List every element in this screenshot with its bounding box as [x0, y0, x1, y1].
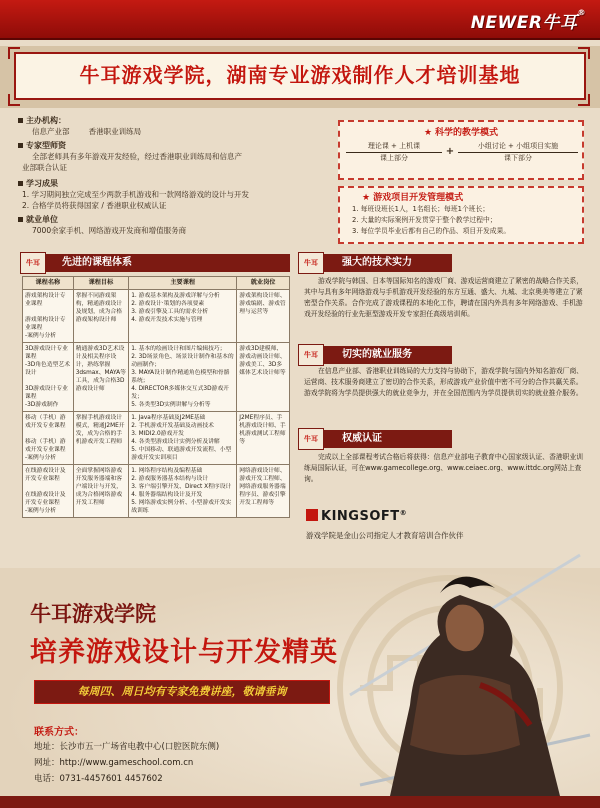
course-goal-cell: 精通游戏3D艺术设计及相关程序设计，熟练掌握3dsmax、MAYA等工具，成为合格3D游戏设计师 — [73, 343, 129, 412]
table-row — [23, 465, 290, 518]
formula-left: 理论课 + 上机课 课上部分 — [346, 141, 442, 163]
course-job-cell: 游戏3D建模师、游戏动画设计师、游戏美工、3D多媒体艺术设计师等 — [237, 343, 290, 412]
info-text: 全部老师具有多年游戏开发经验，经过香港职业训练局和信息产 — [32, 152, 242, 161]
info-text: 1. 学习期间独立完成至少两款手机游戏和一款网络游戏的设计与开发 — [22, 190, 250, 199]
info-heading: 就业单位 — [18, 214, 338, 225]
kingsoft-partner-text: 游戏学院是金山公司指定人才教育培训合作伙伴 — [306, 531, 464, 540]
column-header: 主要课程 — [129, 277, 237, 290]
list-item: 3. 每位学员毕业后都有自己的作品、项目开发成果。 — [352, 227, 511, 235]
course-table — [22, 276, 290, 518]
niuer-badge-icon: 牛耳 — [298, 344, 324, 366]
square-bullet-icon — [18, 181, 23, 186]
star-icon: ★ — [423, 128, 433, 138]
column-header: 课程名称 — [23, 277, 74, 290]
contact-title: 联系方式： — [34, 727, 84, 738]
niuer-badge-icon: 牛耳 — [298, 252, 324, 274]
course-job-cell: 网络游戏设计师、游戏开发工程师、网络游戏服务器端程序员、游戏引擎开发工程师等 — [237, 465, 290, 518]
kingsoft-mark-icon — [306, 509, 318, 521]
main-title: 牛耳游戏学院，湖南专业游戏制作人才培训基地 — [79, 63, 521, 87]
cert-paragraph: 完成以上全部课程考试合格后将获得：信息产业部电子教育中心国家级认证、香港职业训练局国际认证，可在www.gamecollege.org、www.ceiaec.org、www.ittdc.org网站上查询。 — [304, 453, 584, 483]
newer-logo: NEWER牛耳® — [470, 8, 586, 33]
info-text: 业部联合认证 — [22, 163, 67, 172]
table-row — [23, 343, 290, 412]
promo-brand: 牛耳游戏学院 — [30, 602, 156, 626]
square-bullet-icon — [18, 217, 23, 222]
list-item: 1. 每班设班长1人，1名组长；每班1个班长； — [352, 205, 490, 213]
courses-section-header: 先进的课程体系 — [22, 254, 290, 272]
bottom-bar — [0, 796, 600, 808]
teaching-mode-title: ★ 科学的教学模式 — [423, 128, 499, 138]
contact-website[interactable]: 网址：http://www.gameschool.com.cn — [34, 758, 194, 768]
niuer-badge-icon: 牛耳 — [20, 252, 46, 274]
course-name-cell: 游戏架构设计专业课程 游戏架构设计专业课程 -案例与分析 — [23, 290, 74, 343]
table-row — [23, 412, 290, 465]
info-text: 7000余家手机、网络游戏开发商和增值服务商 — [32, 226, 187, 235]
lecture-banner: 每周四、周日均有专家免费讲座，敬请垂询 — [34, 680, 330, 704]
job-section-header: 切实的就业服务 — [302, 346, 452, 364]
square-bullet-icon — [18, 143, 23, 148]
warrior-illustration — [330, 535, 600, 796]
cert-section-header: 权威认证 — [302, 430, 452, 448]
course-main-cell: 1. 网络程序结构及编程基础 2. 游戏服务器基本结构与设计 3. 客户端引擎开发、Direct X程序设计 4. 服务器端结构设计及开发 5. 网络游戏实例分析、小型游戏开发实战训练 — [129, 465, 237, 518]
course-goal-cell: 掌握不同游戏架构，精通游戏设计及规划，成为合格游戏架构设计师 — [73, 290, 129, 343]
course-main-cell: 1. 基本的绘画设计和图片编辑技巧； 2. 3D场景角色、场景设计制作和基本的动画制作； 3. MAYA设计制作精通角色模型和骨骼系统； 4. DIRECTOR多媒体交互式3D游戏开发； 5. 各类型3D实例讲解与分析等 — [129, 343, 237, 412]
info-text: 2. 合格学员将获得国家 / 香港职业权威认证 — [22, 201, 167, 210]
course-name-cell: 移动（手机）游戏开发专业课程 移动（手机）游戏开发专业课程 -案例与分析 — [23, 412, 74, 465]
course-main-cell: 1. Java程序基础及J2ME基础 2. 手机游戏开发基础及动画技术 3. MIDI2.0游戏开发 4. 各类型游戏设计实例分析及讲解 5. 中国移动、联通游戏开发流程、小型游戏开发实训项目 — [129, 412, 237, 465]
dev-mode-title: ★ 游戏项目开发管理模式 — [362, 193, 464, 203]
table-row — [23, 290, 290, 343]
column-header: 就业岗位 — [237, 277, 290, 290]
job-paragraph: 在信息产业部、香港职业训练局的大力支持与协助下，游戏学院与国内外知名游戏厂商、运营商、技术服务商建立了密切的合作关系，形成游戏产业价值中密不可分的合作共赢关系。游戏学院将为学员提供强大的就业竞争力，并在全国范围内为学员提供切实的就业推介服务。 — [304, 367, 584, 397]
info-text: 信息产业部 香港职业训练局 — [32, 127, 142, 136]
course-name-cell: 3D游戏设计专业课程 -3D角色造型艺术设计 3D游戏设计专业课程 -3D游戏制作 — [23, 343, 74, 412]
info-heading: 专家型师资 — [18, 140, 338, 151]
course-main-cell: 1. 游戏基本架构及游戏详解与分析 2. 游戏设计·策划的各项要素 3. 游戏引擎及工具的需求分析 4. 游戏开发技术实施与管理 — [129, 290, 237, 343]
info-block — [18, 112, 338, 236]
column-header: 课程目标 — [73, 277, 129, 290]
course-goal-cell: 全面掌握网络游戏开发服务器端和客户端设计与开发，成为合格网络游戏开发工程师 — [73, 465, 129, 518]
tech-paragraph: 游戏学院与韩国、日本等国际知名的游戏厂商、游戏运营商建立了紧密的战略合作关系，其中与具有多年网络游戏与手机游戏开发经验的东方互通、盛大、九城、北京奥美等建立了紧密型合作关系。合作完成了游戏课程的本地化工作，聘请在国内外具有多年网络游戏、手机游戏开发经验的行业先驱型游戏开发专家担任高级培训师。 — [304, 277, 584, 318]
info-heading: 主办机构： — [18, 115, 338, 126]
formula-plus: + — [445, 146, 455, 157]
niuer-badge-icon: 牛耳 — [298, 428, 324, 450]
list-item: 2. 大量的实际案例开发贯穿于整个教学过程中； — [352, 216, 497, 224]
course-name-cell: 在线游戏设计及开发专业课程 在线游戏设计及开发专业课程 -案例与分析 — [23, 465, 74, 518]
star-icon: ★ — [362, 193, 371, 203]
tech-section-header: 强大的技术实力 — [302, 254, 452, 272]
table-header-row — [23, 277, 290, 290]
info-heading: 学习成果 — [18, 178, 338, 189]
course-goal-cell: 掌握手机游戏设计模式，精通J2ME开发，成为合格的手机游戏开发工程师 — [73, 412, 129, 465]
formula-right: 小组讨论 + 小组项目实施 课下部分 — [458, 141, 578, 163]
course-job-cell: J2ME程序员、手机游戏设计师、手机游戏测试工程师等 — [237, 412, 290, 465]
promo-slogan: 培养游戏设计与开发精英 — [30, 637, 338, 668]
course-job-cell: 游戏架构设计师、游戏编剧、游戏管理与运营等 — [237, 290, 290, 343]
contact-address: 地址：长沙市五一广场省电教中心(口腔医院东侧) — [34, 742, 220, 752]
contact-phone: 电话：0731-4457601 4457602 — [34, 774, 163, 784]
dev-mode-list — [352, 204, 582, 237]
kingsoft-logo: KINGSOFT® — [306, 509, 407, 524]
square-bullet-icon — [18, 118, 23, 123]
